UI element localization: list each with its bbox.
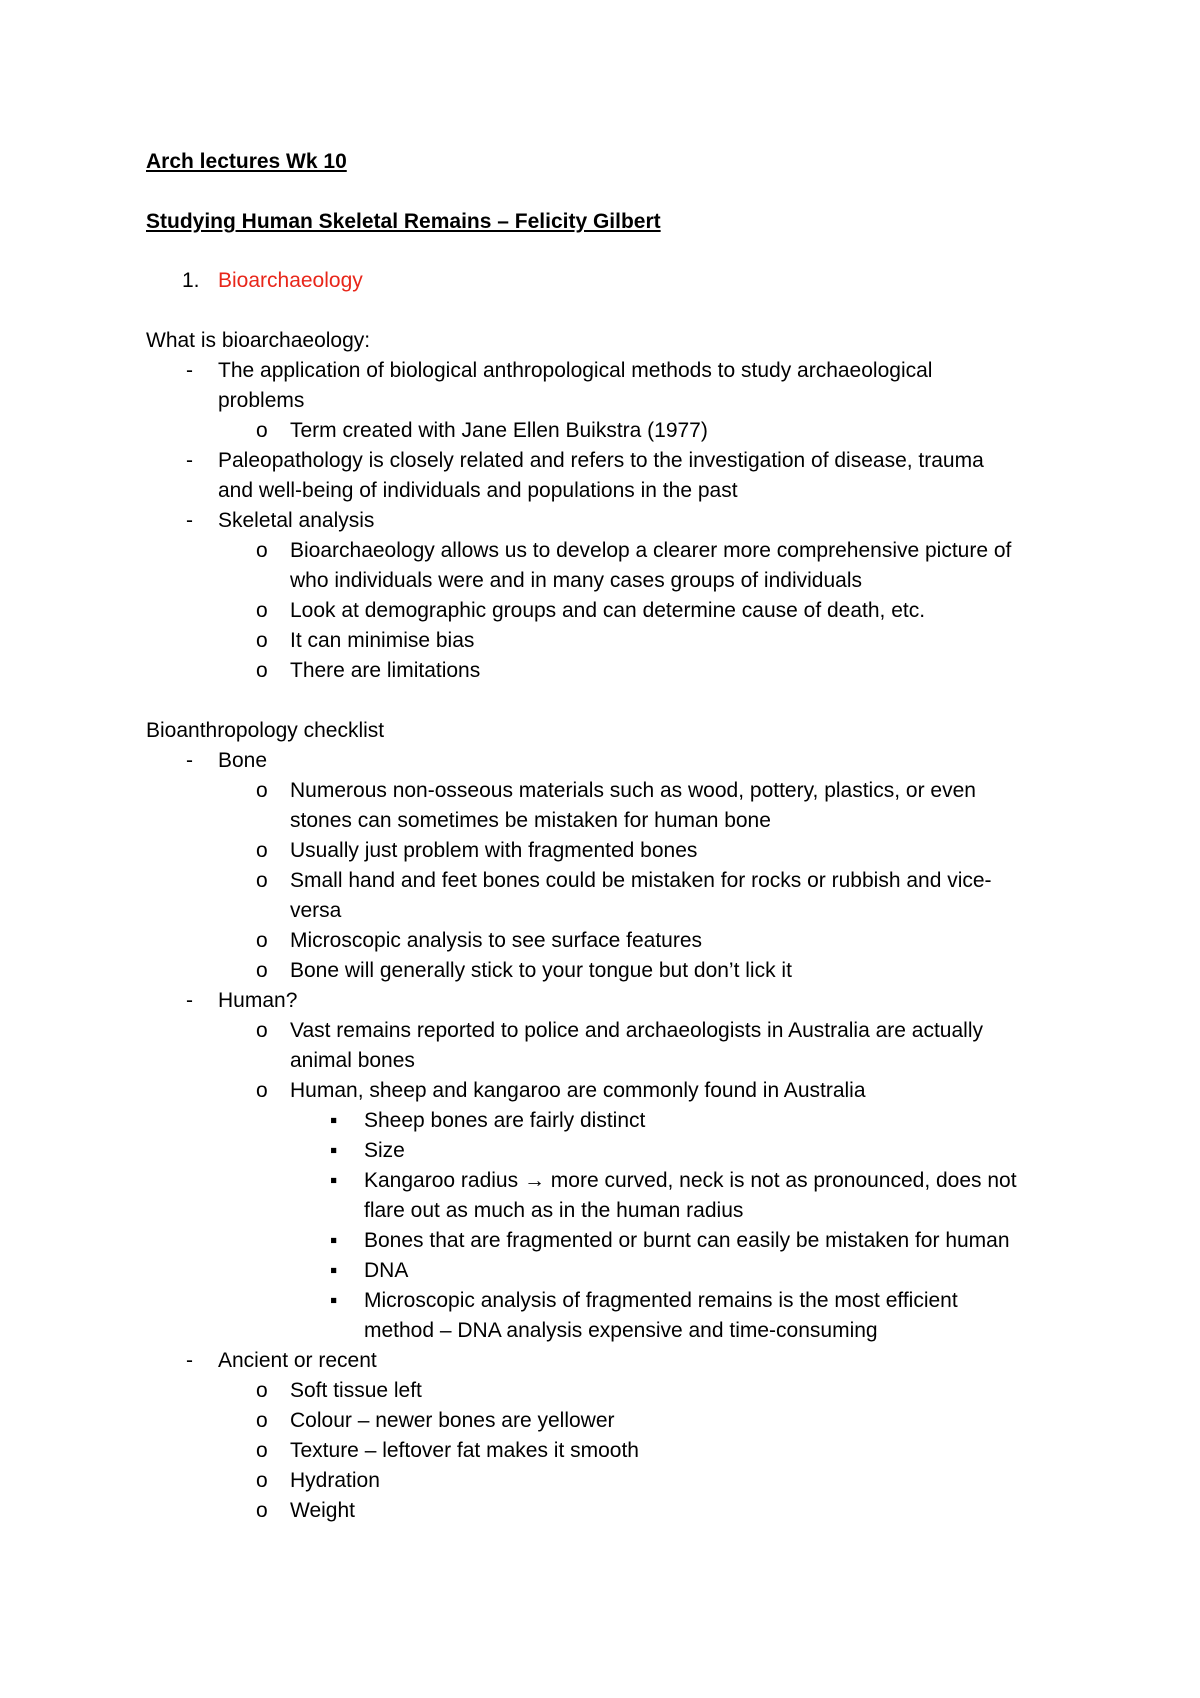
circle-bullet: o bbox=[256, 1379, 268, 1402]
circle-bullet: o bbox=[256, 419, 268, 442]
sub-list-item: Human, sheep and kangaroo are commonly found in Australia bbox=[290, 1079, 866, 1102]
circle-bullet: o bbox=[256, 1439, 268, 1462]
square-bullet: ▪ bbox=[330, 1109, 338, 1132]
sub-list-item: Weight bbox=[290, 1499, 355, 1522]
third-level-item bbox=[364, 1168, 1017, 1194]
dash-bullet: - bbox=[186, 1349, 193, 1372]
sub-list-item: Colour – newer bones are yellower bbox=[290, 1409, 615, 1432]
section-number: 1. bbox=[182, 269, 200, 292]
third-level-item: Sheep bones are fairly distinct bbox=[364, 1109, 646, 1132]
circle-bullet: o bbox=[256, 1079, 268, 1102]
square-bullet: ▪ bbox=[330, 1289, 338, 1312]
sub-list-item: It can minimise bias bbox=[290, 629, 475, 652]
circle-bullet: o bbox=[256, 839, 268, 862]
circle-bullet: o bbox=[256, 1469, 268, 1492]
sub-list-item: Microscopic analysis to see surface features bbox=[290, 929, 703, 952]
sub-list-item: Bone will generally stick to your tongue but don’t lick it bbox=[290, 959, 792, 982]
sub-list-item: Term created with Jane Ellen Buikstra (1977) bbox=[290, 419, 708, 442]
list-item: Ancient or recent bbox=[218, 1349, 377, 1372]
circle-bullet: o bbox=[256, 869, 268, 892]
sub-list-item: Numerous non-osseous materials such as wood, pottery, plastics, or even bbox=[290, 779, 976, 802]
sub-list-item: Bioarchaeology allows us to develop a clearer more comprehensive picture of bbox=[290, 539, 1012, 562]
sub-list-item-continued: who individuals were and in many cases groups of individuals bbox=[290, 569, 862, 592]
circle-bullet: o bbox=[256, 1499, 268, 1522]
third-level-item: DNA bbox=[364, 1259, 409, 1282]
dash-bullet: - bbox=[186, 359, 193, 382]
circle-bullet: o bbox=[256, 599, 268, 622]
circle-bullet: o bbox=[256, 929, 268, 952]
arrow-icon: → bbox=[523, 1169, 545, 1192]
third-level-item: Microscopic analysis of fragmented remains is the most efficient bbox=[364, 1289, 958, 1312]
list-item: Bone bbox=[218, 749, 268, 772]
list-item-continued: problems bbox=[218, 389, 305, 412]
third-level-item: Bones that are fragmented or burnt can easily be mistaken for human bbox=[364, 1229, 1010, 1252]
dash-bullet: - bbox=[186, 509, 193, 532]
sub-list-item: There are limitations bbox=[290, 659, 481, 682]
circle-bullet: o bbox=[256, 779, 268, 802]
square-bullet: ▪ bbox=[330, 1169, 338, 1192]
sub-list-item: Hydration bbox=[290, 1469, 380, 1492]
circle-bullet: o bbox=[256, 659, 268, 682]
list-item: The application of biological anthropological methods to study archaeological bbox=[218, 359, 933, 382]
sub-list-item: Small hand and feet bones could be mistaken for rocks or rubbish and vice- bbox=[290, 869, 992, 892]
sub-list-item: Vast remains reported to police and archaeologists in Australia are actually bbox=[290, 1019, 983, 1042]
circle-bullet: o bbox=[256, 1019, 268, 1042]
dash-bullet: - bbox=[186, 989, 193, 1012]
document-title: Arch lectures Wk 10 bbox=[146, 150, 347, 173]
checklist-heading: Bioanthropology checklist bbox=[146, 719, 385, 742]
section-heading: Bioarchaeology bbox=[218, 269, 363, 292]
sub-list-item-continued: versa bbox=[290, 899, 342, 922]
third-level-item: Size bbox=[364, 1139, 405, 1162]
list-item: Human? bbox=[218, 989, 298, 1012]
sub-list-item: Usually just problem with fragmented bones bbox=[290, 839, 698, 862]
circle-bullet: o bbox=[256, 539, 268, 562]
third-level-item-lead: Kangaroo radius bbox=[364, 1169, 519, 1192]
circle-bullet: o bbox=[256, 629, 268, 652]
square-bullet: ▪ bbox=[330, 1229, 338, 1252]
sub-list-item: Soft tissue left bbox=[290, 1379, 422, 1402]
sub-list-item-continued: animal bones bbox=[290, 1049, 415, 1072]
sub-list-item: Texture – leftover fat makes it smooth bbox=[290, 1439, 639, 1462]
what-heading: What is bioarchaeology: bbox=[146, 329, 371, 352]
square-bullet: ▪ bbox=[330, 1259, 338, 1282]
dash-bullet: - bbox=[186, 749, 193, 772]
list-item-continued: and well-being of individuals and populations in the past bbox=[218, 479, 738, 502]
list-item: Skeletal analysis bbox=[218, 509, 375, 532]
sub-list-item-continued: stones can sometimes be mistaken for human bone bbox=[290, 809, 771, 832]
list-item: Paleopathology is closely related and refers to the investigation of disease, trauma bbox=[218, 449, 984, 472]
dash-bullet: - bbox=[186, 449, 193, 472]
square-bullet: ▪ bbox=[330, 1139, 338, 1162]
third-level-item-continued: method – DNA analysis expensive and time-consuming bbox=[364, 1319, 878, 1342]
document-subtitle: Studying Human Skeletal Remains – Felicity Gilbert bbox=[146, 210, 661, 233]
third-level-item-rest: more curved, neck is not as pronounced, does not bbox=[550, 1169, 1017, 1192]
circle-bullet: o bbox=[256, 959, 268, 982]
third-level-item-continued: flare out as much as in the human radius bbox=[364, 1199, 744, 1222]
sub-list-item: Look at demographic groups and can determine cause of death, etc. bbox=[290, 599, 926, 622]
circle-bullet: o bbox=[256, 1409, 268, 1432]
